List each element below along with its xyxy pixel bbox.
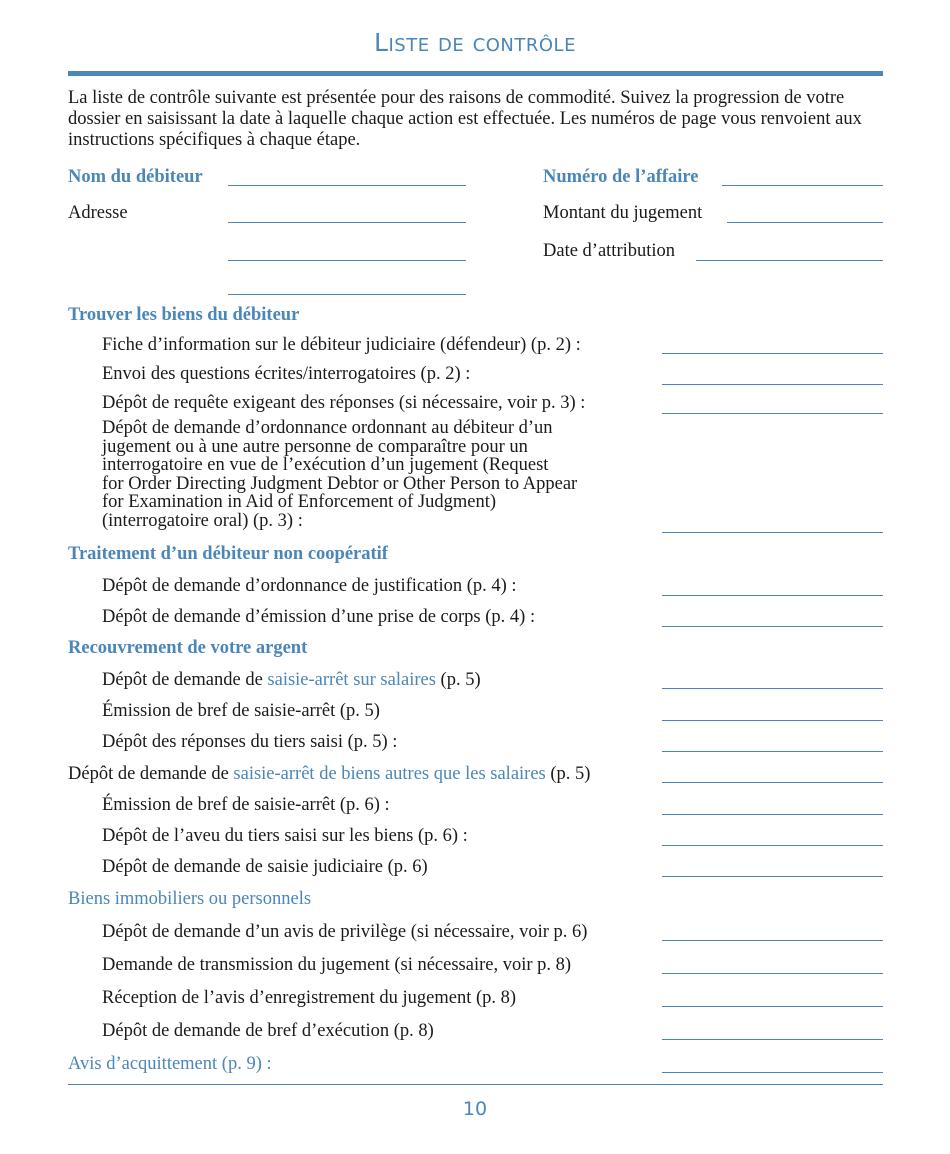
checklist-item: Envoi des questions écrites/interrogatoires (p. 2) : (102, 364, 471, 384)
satisfaction-label: Avis d’acquittement (p. 9) : (68, 1054, 272, 1074)
date-field[interactable] (662, 353, 883, 354)
title-divider (68, 71, 883, 76)
date-field[interactable] (662, 1072, 883, 1073)
date-field[interactable] (662, 973, 883, 974)
section-heading-property: Biens immobiliers ou personnels (68, 889, 312, 909)
checklist-item: Émission de bref de saisie-arrêt (p. 5) (102, 701, 380, 721)
checklist-item-line: (interrogatoire oral) (p. 3) : (102, 510, 303, 531)
date-field[interactable] (662, 751, 883, 752)
non-wage-garnishment-link[interactable]: saisie-arrêt de biens autres que les salaires (233, 764, 546, 784)
checklist-item: Dépôt de demande de bref d’exécution (p. 8) (102, 1021, 434, 1041)
address-field-line-2[interactable] (228, 260, 466, 261)
checklist-item-line: jugement ou à une autre personne de comparaître pour un (102, 436, 528, 457)
date-field[interactable] (662, 384, 883, 385)
date-field[interactable] (662, 413, 883, 414)
judgment-amount-field[interactable] (727, 222, 883, 223)
checklist-item: Réception de l’avis d’enregistrement du jugement (p. 8) (102, 988, 517, 1008)
checklist-item-non-wage-garnishment (68, 764, 590, 785)
award-date-label: Date d’attribution (543, 241, 676, 261)
section-heading-find-assets: Trouver les biens du débiteur (68, 305, 300, 325)
debtor-name-label: Nom du débiteur (68, 167, 203, 187)
checklist-item: Demande de transmission du jugement (si nécessaire, voir p. 8) (102, 955, 572, 975)
date-field[interactable] (662, 782, 883, 783)
page-title: Liste de contrôle (374, 28, 576, 57)
section-heading-recovery: Recouvrement de votre argent (68, 638, 308, 658)
item-text: (p. 5) (545, 764, 591, 784)
intro-paragraph: La liste de contrôle suivante est présentée pour des raisons de commodité. Suivez la progression de votre dossier en saisissant la date à laquelle chaque action est effectuée. Les numéros de page vous renvoient aux instructions spécifiques à chaque étape. (68, 88, 862, 150)
checklist-item-line: for Examination in Aid of Enforcement of Judgment) (102, 492, 497, 512)
address-field-line-1[interactable] (228, 222, 466, 223)
item-text: Dépôt de demande de (68, 764, 234, 784)
checklist-item: Dépôt des réponses du tiers saisi (p. 5) : (102, 732, 398, 752)
date-field[interactable] (662, 626, 883, 627)
date-field[interactable] (662, 595, 883, 596)
checklist-item: Dépôt de demande d’émission d’une prise de corps (p. 4) : (102, 607, 536, 627)
checklist-item-line: interrogatoire en vue de l’exécution d’un jugement (Request (102, 455, 549, 475)
checklist-item: Fiche d’information sur le débiteur judiciaire (défendeur) (p. 2) : (102, 335, 581, 355)
date-field[interactable] (662, 876, 883, 877)
award-date-field[interactable] (696, 260, 883, 261)
item-text: Dépôt de demande de (102, 670, 268, 690)
checklist-item-wage-garnishment (102, 670, 481, 691)
checklist-item: Dépôt de demande d’ordonnance de justification (p. 4) : (102, 576, 517, 596)
checklist-item: Dépôt de requête exigeant des réponses (si nécessaire, voir p. 3) : (102, 393, 586, 413)
debtor-name-field[interactable] (228, 185, 466, 186)
page-number: 10 (462, 1098, 488, 1120)
checklist-item: Émission de bref de saisie-arrêt (p. 6) : (102, 795, 390, 815)
address-label: Adresse (68, 203, 128, 223)
date-field[interactable] (662, 845, 883, 846)
judgment-amount-label: Montant du jugement (543, 203, 703, 223)
wage-garnishment-link[interactable]: saisie-arrêt sur salaires (267, 670, 436, 690)
case-number-label: Numéro de l’affaire (543, 167, 699, 187)
checklist-item: Dépôt de l’aveu du tiers saisi sur les biens (p. 6) : (102, 826, 468, 846)
footer-divider (68, 1084, 883, 1085)
date-field[interactable] (662, 814, 883, 815)
checklist-item: Dépôt de demande de saisie judiciaire (p. 6) (102, 857, 428, 877)
date-field[interactable] (662, 688, 883, 689)
date-field[interactable] (662, 940, 883, 941)
section-heading-uncooperative: Traitement d’un débiteur non coopératif (68, 544, 388, 564)
checklist-item-multiline (102, 419, 662, 530)
item-text: (p. 5) (435, 670, 481, 690)
date-field[interactable] (662, 720, 883, 721)
address-field-line-3[interactable] (228, 294, 466, 295)
checklist-item-line: for Order Directing Judgment Debtor or Other Person to Appear (102, 473, 578, 494)
checklist-item-line: Dépôt de demande d’ordonnance ordonnant au débiteur d’un (102, 418, 553, 438)
case-number-field[interactable] (722, 185, 883, 186)
date-field[interactable] (662, 532, 883, 533)
checklist-item: Dépôt de demande d’un avis de privilège (si nécessaire, voir p. 6) (102, 922, 588, 942)
date-field[interactable] (662, 1039, 883, 1040)
date-field[interactable] (662, 1006, 883, 1007)
